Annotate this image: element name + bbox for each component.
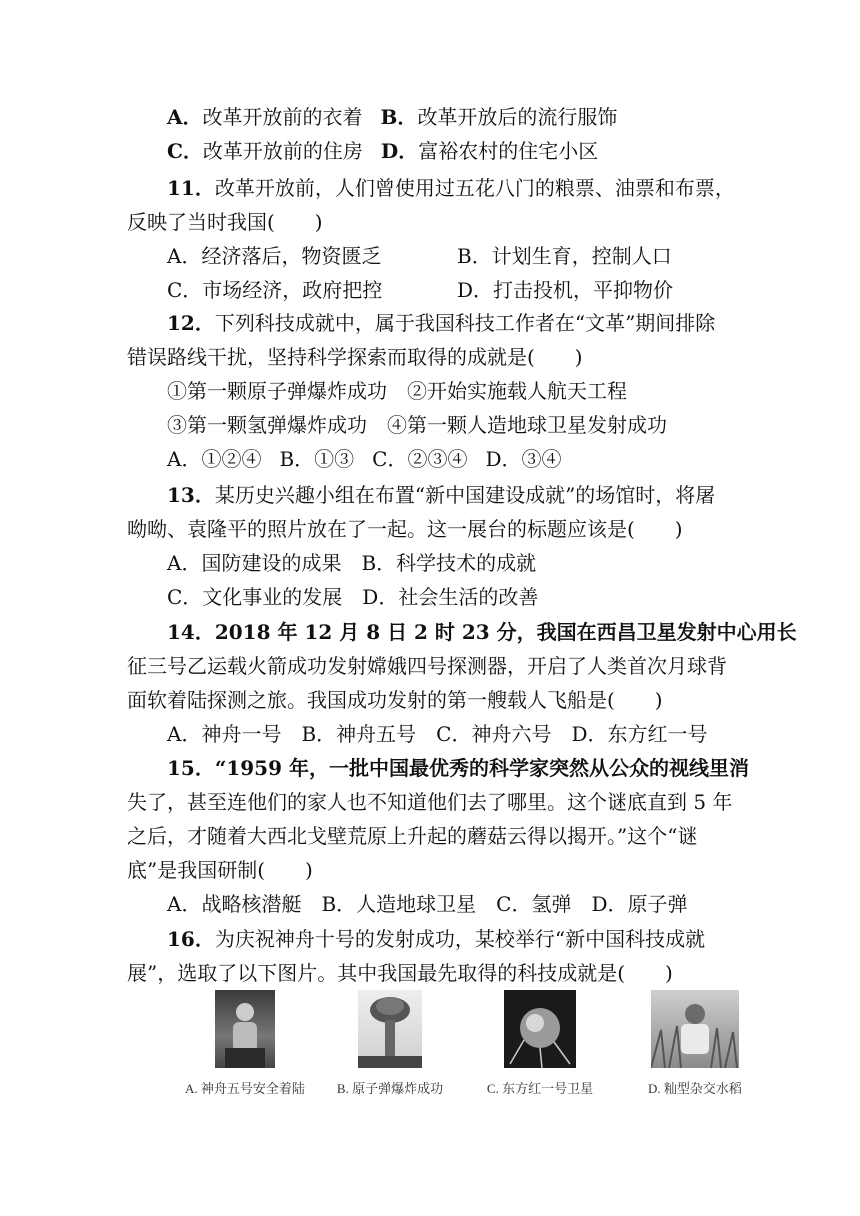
question-15-options: A．战略核潜艇 B．人造地球卫星 C．氢弹 D．原子弹 xyxy=(167,892,688,916)
question-15-stem-cont-3: 底”是我国研制( ) xyxy=(127,858,313,882)
question-14-options: A．神舟一号 B．神舟五号 C．神舟六号 D．东方红一号 xyxy=(167,722,708,746)
figure-d-caption: D. 籼型杂交水稻 xyxy=(648,1081,742,1096)
question-13-options-1: A．国防建设的成果 B．科学技术的成就 xyxy=(167,551,537,575)
question-12-stem-cont: 错误路线干扰，坚持科学探索而取得的成就是( ) xyxy=(127,345,583,369)
figure-b-caption: B. 原子弹爆炸成功 xyxy=(336,1081,444,1096)
question-16-stem: 16．为庆祝神舟十号的发射成功，某校举行“新中国科技成就 xyxy=(167,927,706,951)
question-15-stem-cont-1: 失了，甚至连他们的家人也不知道他们去了哪里。这个谜底直到 5 年 xyxy=(127,790,733,814)
question-14-stem: 14．2018 年 12 月 8 日 2 时 23 分，我国在西昌卫星发射中心用长 xyxy=(167,620,797,644)
prev-options-row-2: C．改革开放前的住房 D．富裕农村的住宅小区 xyxy=(167,139,599,163)
prev-options-row-1: A．改革开放前的衣着 B．改革开放后的流行服饰 xyxy=(167,105,618,129)
question-11-stem-cont: 反映了当时我国( ) xyxy=(127,210,323,234)
figure-a-caption: A. 神舟五号安全着陆 xyxy=(185,1081,305,1096)
question-15-stem: 15．“1959 年，一批中国最优秀的科学家突然从公众的视线里消 xyxy=(167,756,749,780)
mushroom-cloud-photo-icon xyxy=(358,990,422,1068)
question-13-options-2: C．文化事业的发展 D．社会生活的改善 xyxy=(167,585,539,609)
figure-b xyxy=(315,990,465,1097)
satellite-photo-icon xyxy=(504,990,576,1068)
question-11-options-2: C．市场经济，政府把控 D．打击投机，平抑物价 xyxy=(167,278,674,302)
figure-c xyxy=(465,990,615,1097)
question-13-stem: 13．某历史兴趣小组在布置“新中国建设成就”的场馆时，将屠 xyxy=(167,483,716,507)
question-15-stem-cont-2: 之后，才随着大西北戈壁荒原上升起的蘑菇云得以揭开。”这个“谜 xyxy=(127,824,698,848)
question-16-stem-cont: 展”，选取了以下图片。其中我国最先取得的科技成就是( ) xyxy=(127,961,673,985)
question-11-stem: 11．改革开放前，人们曾使用过五花八门的粮票、油票和布票， xyxy=(167,176,735,200)
question-14-stem-cont-2: 面软着陆探测之旅。我国成功发射的第一艘载人飞船是( ) xyxy=(127,688,663,712)
question-12-items-2: ③第一颗氢弹爆炸成功 ④第一颗人造地球卫星发射成功 xyxy=(167,413,667,437)
question-11-options-1: A．经济落后，物资匮乏 B．计划生育，控制人口 xyxy=(167,244,672,268)
figure-c-caption: C. 东方红一号卫星 xyxy=(486,1081,594,1096)
astronaut-photo-icon xyxy=(215,990,275,1068)
question-12-options: A．①②④ B．①③ C．②③④ D．③④ xyxy=(167,447,562,471)
figure-a xyxy=(170,990,320,1097)
rice-field-photo-icon xyxy=(651,990,739,1068)
question-13-stem-cont: 呦呦、袁隆平的照片放在了一起。这一展台的标题应该是( ) xyxy=(127,517,683,541)
figure-d xyxy=(620,990,770,1097)
question-16-figures xyxy=(170,990,770,1100)
question-12-items-1: ①第一颗原子弹爆炸成功 ②开始实施载人航天工程 xyxy=(167,379,627,403)
question-12-stem: 12．下列科技成就中，属于我国科技工作者在“文革”期间排除 xyxy=(167,311,716,335)
question-14-stem-cont-1: 征三号乙运载火箭成功发射嫦娥四号探测器，开启了人类首次月球背 xyxy=(127,654,727,678)
